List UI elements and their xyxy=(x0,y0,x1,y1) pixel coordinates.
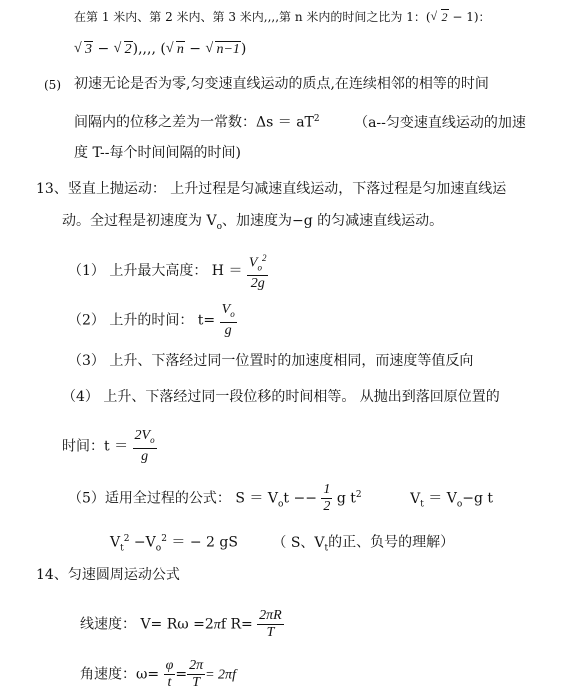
ratio-line-1 xyxy=(74,8,491,26)
half-fraction: $\frac{1}{2}$ xyxy=(323,482,331,514)
s13-item-2: （2） 上升的时间： t= $\frac{V_o}{g}$ xyxy=(68,302,235,338)
s13-item-4: （4） 上升、下落经过同一段位移的时间相等。 从抛出到落回原位置的 xyxy=(62,389,500,405)
s13-item-1: （1） 上升最大高度： H ＝ $\frac{V_o^2}{2g}$ xyxy=(68,250,268,292)
p5-line-2: 间隔内的位移之差为一常数：$\Delta s = aT^2$ （a--匀变速直线运动的加速 xyxy=(74,114,526,131)
sqrt-n: √ n xyxy=(166,41,185,59)
angular-velocity-line: 角速度：ω= $\frac{\varphi}{t}$ = $\frac{2\pi}{T}$ = 2πf xyxy=(80,658,236,690)
p5-line-3: 度 T--每个时间间隔的时间) xyxy=(74,145,241,161)
ratio-line-2: √ 3 − √ 2),,,, (√ n − √ n−1) xyxy=(74,40,246,59)
max-height-fraction: $\frac{V_o^2}{2g}$ xyxy=(247,250,269,292)
angle-over-time-fraction: $\frac{\varphi}{t}$ xyxy=(165,658,174,690)
rise-time-fraction: $\frac{V_o}{g}$ xyxy=(221,302,235,338)
s13-line-1: 13、竖直上抛运动： 上升过程是匀减速直线运动，下落过程是匀加速直线运 xyxy=(36,181,507,197)
linear-velocity-fraction: $\frac{2\pi R}{T}$ xyxy=(259,608,282,640)
sqrt-3: √ 3 xyxy=(74,41,93,59)
ratio-text: 在第 1 米内、第 2 米内、第 3 米内,,,,第 n 米内的时间之比为 1：( xyxy=(74,10,431,24)
s13-item-3: （3） 上升、下落经过同一位置时的加速度相同，而速度等值反向 xyxy=(68,353,474,369)
ratio-tail: − 1)： xyxy=(448,10,491,24)
total-time-fraction: $\frac{2V_o}{g}$ xyxy=(134,428,155,464)
s13-item-5: （5）适用全过程的公式： $S = V_ot$ −− $\frac{1}{2}$ g $t^2$ $V_t = V_o-g$ t xyxy=(68,482,494,514)
ratio-sep: ),,,, ( xyxy=(132,41,166,57)
sqrt-2: √ 2 xyxy=(431,8,449,26)
sqrt-n-1: √ n−1 xyxy=(205,41,240,59)
p5-number: (5) xyxy=(44,78,61,92)
s13-item-6: $V_t^2 -V_o^2$ ＝ − 2 gS （ S、$V_t$的正、负号的理解） xyxy=(110,534,455,554)
sqrt-2b: √ 2 xyxy=(114,41,133,59)
p5-line-1: 初速无论是否为零,匀变速直线运动的质点,在连续相邻的相等的时间 xyxy=(74,76,489,92)
two-pi-over-t-fraction: $\frac{2\pi}{T}$ xyxy=(189,658,204,690)
linear-velocity-line: 线速度： V= Rω =2πf R= $\frac{2\pi R}{T}$ xyxy=(80,608,282,640)
s13-item-4b: 时间：t ＝ $\frac{2V_o}{g}$ xyxy=(62,428,155,464)
s14-title: 14、匀速圆周运动公式 xyxy=(36,567,180,583)
s13-line-2: 动。全过程是初速度为 $V_o$、加速度为−g 的匀减速直线运动。 xyxy=(62,213,444,232)
